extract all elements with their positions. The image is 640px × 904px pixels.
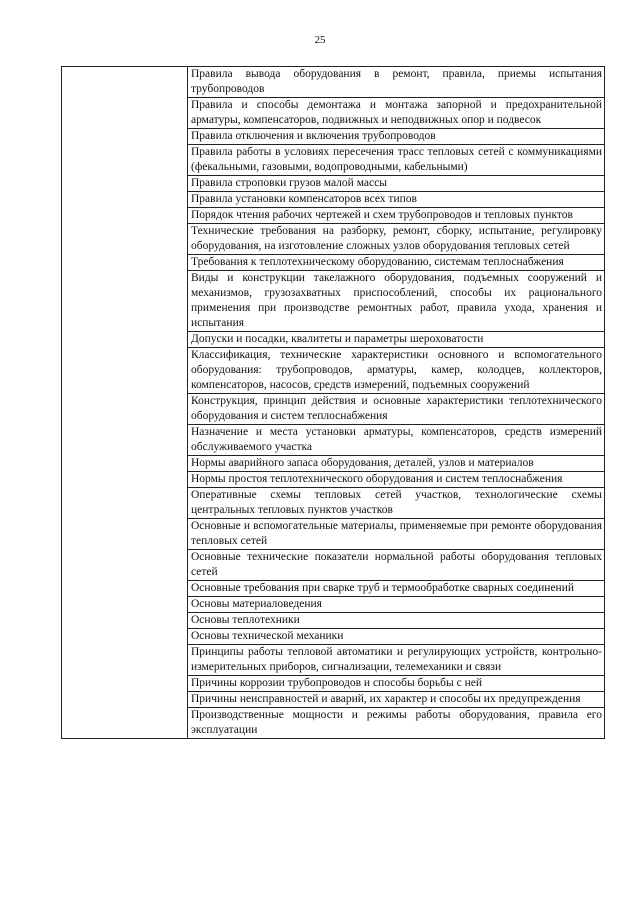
table-cell-knowledge-item: Основные технические показатели нормальной работы оборудования тепловых сетей: [188, 550, 605, 581]
requirements-table: [61, 66, 605, 739]
table-cell-knowledge-item: Правила вывода оборудования в ремонт, правила, приемы испытания трубопроводов: [188, 67, 605, 98]
table-body: [62, 67, 605, 739]
table-cell-knowledge-item: Правила установки компенсаторов всех типов: [188, 192, 605, 208]
table-cell-knowledge-item: Классификация, технические характеристики основного и вспомогательного оборудования: трубопроводов, арматуры, камер, колодцев, коллекторов, компенсаторов, насосов, средств измерений, подъемных сооружений: [188, 348, 605, 394]
table-cell-knowledge-item: Технические требования на разборку, ремонт, сборку, испытание, регулировку оборудования, на изготовление сложных узлов оборудования тепловых сетей: [188, 224, 605, 255]
table-cell-knowledge-item: Правила строповки грузов малой массы: [188, 176, 605, 192]
table-cell-knowledge-item: Основы технической механики: [188, 629, 605, 645]
table-cell-knowledge-item: Основные и вспомогательные материалы, применяемые при ремонте оборудования тепловых сетей: [188, 519, 605, 550]
table-cell-knowledge-item: Причины коррозии трубопроводов и способы борьбы с ней: [188, 676, 605, 692]
table-cell-knowledge-item: Основы теплотехники: [188, 613, 605, 629]
table-cell-knowledge-item: Порядок чтения рабочих чертежей и схем трубопроводов и тепловых пунктов: [188, 208, 605, 224]
table-cell-knowledge-item: Назначение и места установки арматуры, компенсаторов, средств измерений обслуживаемого участка: [188, 425, 605, 456]
table-left-column: [62, 67, 188, 739]
table-cell-knowledge-item: Правила и способы демонтажа и монтажа запорной и предохранительной арматуры, компенсаторов, подвижных и неподвижных опор и подвесок: [188, 98, 605, 129]
table-cell-knowledge-item: Конструкция, принцип действия и основные характеристики теплотехнического оборудования и систем теплоснабжения: [188, 394, 605, 425]
table-cell-knowledge-item: Допуски и посадки, квалитеты и параметры шероховатости: [188, 332, 605, 348]
table-cell-knowledge-item: Правила работы в условиях пересечения трасс тепловых сетей с коммуникациями (фекальными, газовыми, водопроводными, кабельными): [188, 145, 605, 176]
table-cell-knowledge-item: Оперативные схемы тепловых сетей участков, технологические схемы центральных тепловых пунктов участков: [188, 488, 605, 519]
table-cell-knowledge-item: Производственные мощности и режимы работы оборудования, правила его эксплуатации: [188, 708, 605, 739]
table-cell-knowledge-item: Основы материаловедения: [188, 597, 605, 613]
table-cell-knowledge-item: Основные требования при сварке труб и термообработке сварных соединений: [188, 581, 605, 597]
table-cell-knowledge-item: Требования к теплотехническому оборудованию, системам теплоснабжения: [188, 255, 605, 271]
page-number: 25: [314, 34, 326, 46]
table-row: [62, 67, 605, 98]
table-cell-knowledge-item: Причины неисправностей и аварий, их характер и способы их предупреждения: [188, 692, 605, 708]
table-cell-knowledge-item: Нормы аварийного запаса оборудования, деталей, узлов и материалов: [188, 456, 605, 472]
table-cell-knowledge-item: Принципы работы тепловой автоматики и регулирующих устройств, контрольно-измерительных приборов, сигнализации, телемеханики и связи: [188, 645, 605, 676]
table-cell-knowledge-item: Нормы простоя теплотехнического оборудования и систем теплоснабжения: [188, 472, 605, 488]
table-cell-knowledge-item: Виды и конструкции такелажного оборудования, подъемных сооружений и механизмов, грузозахватных приспособлений, способы их рационального применения при производстве ремонтных работ, правила ухода, хранения и испытания: [188, 271, 605, 332]
table-cell-knowledge-item: Правила отключения и включения трубопроводов: [188, 129, 605, 145]
